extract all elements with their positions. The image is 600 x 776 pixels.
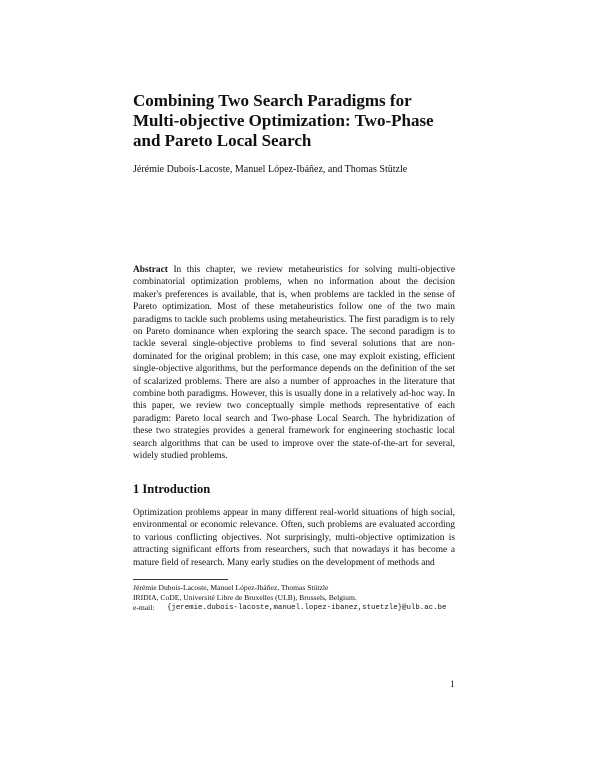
footnote-email-row	[133, 603, 459, 613]
footnote-affiliation: IRIDIA, CoDE, Université Libre de Bruxelles (ULB), Brussels, Belgium.	[133, 593, 357, 602]
email-addresses[interactable]: {jeremie.dubois-lacoste,manuel.lopez-ibanez,stuetzle}@ulb.ac.be	[167, 604, 447, 612]
section-heading-introduction: 1 Introduction	[133, 482, 211, 496]
introduction-paragraph: Optimization problems appear in many different real-world situations of high social, environmental or economic relevance. Often, such problems are evaluated according to various conflicting objectives. Not surprisingly, multi-objective optimization is attracting significant efforts from researchers, such that nowadays it has become a mature field of research. Many early studies on the development of methods and	[133, 508, 455, 568]
abstract	[133, 264, 455, 463]
footnote	[133, 583, 459, 613]
email-label: e-mail:	[133, 603, 155, 612]
paper-title: Combining Two Search Paradigms for Multi-objective Optimization: Two-Phase and Pareto Local Search	[133, 91, 434, 150]
abstract-text: In this chapter, we review metaheuristics for solving multi-objective combinatorial optimization problems, when no information about the decision maker's preferences is available, that is, when problems are tackled in the sense of Pareto optimization. Most of these metaheuristics follow one of the two main paradigms to tackle such problems using metaheuristics. The first paradigm is to rely on Pareto dominance when exploring the search space. The second paradigm is to tackle several single-objective problems to find several solutions that are non-dominated for the original problem; in this case, one may exploit existing, efficient single-objective algorithms, but the performance depends on the definition of the set of scalarized problems. There are also a number of approaches in the literature that combine both paradigms. However, this is usually done in a relatively ad-hoc way. In this paper, we review two conceptually simple methods representative of each paradigm: Pareto local search and Two-phase Local Search. The hybridization of these two strategies provides a general framework for engineering stochastic local search algorithms that can be used to improve over the state-of-the-art for several, widely studied problems.	[133, 265, 456, 462]
paper-authors: Jérémie Dubois-Lacoste, Manuel López-Ibáñez, and Thomas Stützle	[133, 164, 408, 175]
abstract-label: Abstract	[133, 265, 168, 275]
page-number: 1	[450, 680, 455, 690]
footnote-rule	[133, 579, 228, 580]
footnote-authors: Jérémie Dubois-Lacoste, Manuel López-Ibáñez, Thomas Stützle	[133, 583, 329, 592]
